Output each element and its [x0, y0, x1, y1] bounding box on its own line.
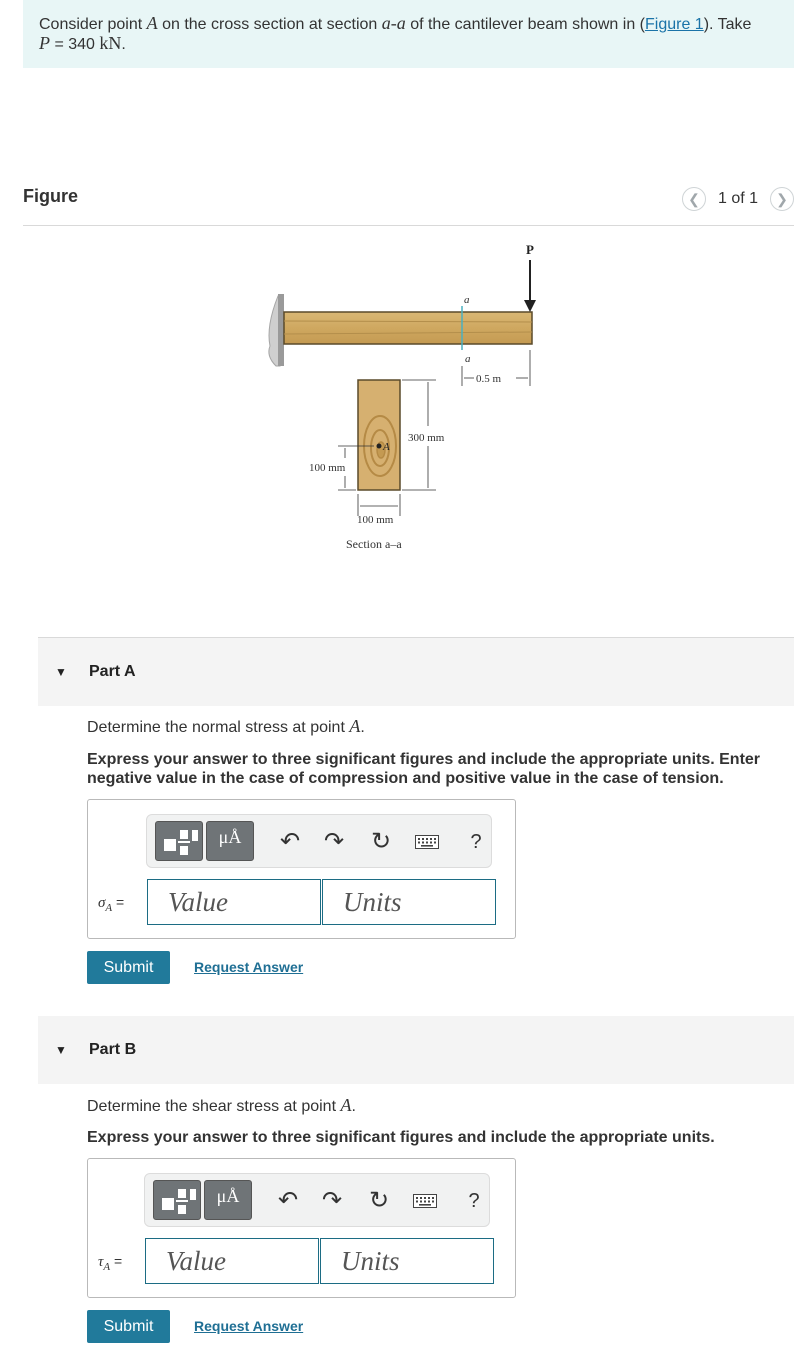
redo-icon[interactable]: ↷	[323, 828, 345, 855]
part-b-subscript: A	[103, 1261, 111, 1273]
part-b-question-text: Determine the shear stress at point	[87, 1098, 341, 1115]
part-a-request-answer-link[interactable]: Request Answer	[194, 959, 304, 975]
chevron-right-icon[interactable]: ❯	[770, 187, 794, 211]
reset-icon[interactable]: ↻	[368, 1187, 390, 1214]
wall-plate	[278, 294, 284, 366]
part-b-units-input[interactable]: Units	[320, 1238, 494, 1284]
keyboard-icon[interactable]	[415, 835, 439, 854]
undo-icon[interactable]: ↶	[279, 828, 301, 855]
part-b-symbol	[98, 1253, 122, 1273]
figure-title: Figure	[23, 186, 79, 206]
units-button[interactable]	[206, 821, 254, 861]
problem-text-3: of the cantilever beam shown in (	[405, 16, 645, 33]
part-b-submit-button[interactable]: Submit	[87, 1310, 170, 1343]
caret-down-icon: ▼	[55, 665, 67, 679]
part-a-value-input[interactable]: Value	[147, 879, 321, 925]
part-b-label: Part B	[89, 1041, 137, 1058]
load-arrowhead	[524, 300, 536, 312]
part-a-symbol-char: σ	[98, 895, 106, 911]
part-a-question-point: A	[349, 716, 361, 736]
part-b-question-point: A	[340, 1095, 352, 1115]
section-symbol: a-a	[381, 13, 406, 33]
part-a-answer-box	[87, 799, 516, 939]
beam	[284, 312, 532, 344]
part-b-value-input[interactable]: Value	[145, 1238, 319, 1284]
load-equals: = 340	[50, 36, 100, 53]
part-a-subscript: A	[105, 902, 113, 914]
help-icon[interactable]: ?	[468, 1190, 480, 1212]
point-A-dot	[377, 444, 382, 449]
label-dist: 0.5 m	[476, 373, 502, 385]
label-width: 100 mm	[357, 514, 394, 526]
part-a-symbol	[98, 894, 124, 914]
label-a-top: a	[464, 294, 470, 306]
part-b-answer-box	[87, 1158, 516, 1298]
problem-text-1: Consider point	[39, 16, 147, 33]
beam-diagram	[0, 226, 794, 626]
part-a-question-end: .	[360, 719, 365, 736]
units-glyph: μÅ	[218, 827, 242, 847]
part-a-question-text: Determine the normal stress at point	[87, 719, 350, 736]
load-end: .	[121, 36, 126, 53]
part-b-request-answer-link[interactable]: Request Answer	[194, 1318, 304, 1334]
undo-icon[interactable]: ↶	[277, 1187, 299, 1214]
part-b-toolbar	[144, 1173, 490, 1227]
reset-icon[interactable]: ↻	[370, 828, 392, 855]
part-b-equals: =	[110, 1253, 123, 1269]
part-a-equals: =	[112, 894, 125, 910]
caret-down-icon: ▼	[55, 1043, 67, 1057]
label-section: Section a–a	[346, 537, 402, 551]
label-offset: 100 mm	[309, 462, 346, 474]
problem-statement	[23, 0, 794, 68]
units-button[interactable]	[204, 1180, 252, 1220]
help-icon[interactable]: ?	[470, 831, 482, 853]
figure-pager	[682, 187, 794, 211]
units-glyph: μÅ	[216, 1186, 240, 1206]
part-a-label: Part A	[89, 663, 136, 680]
part-a-question	[87, 716, 365, 737]
part-a-units-input[interactable]: Units	[322, 879, 496, 925]
figure-link[interactable]: Figure 1	[644, 16, 704, 33]
part-a-header[interactable]	[38, 638, 794, 706]
problem-text-4: ). Take	[703, 16, 752, 33]
part-b-instruction: Express your answer to three significant figures and include the appropriate units.	[87, 1129, 715, 1146]
part-b-header[interactable]	[38, 1016, 794, 1084]
part-b-symbol-char: τ	[98, 1254, 104, 1270]
label-height: 300 mm	[408, 432, 445, 444]
part-a-instruction: Express your answer to three significant figures and include the appropriate units. Enter negative value in the case of compression and positive value in the case of tension.	[87, 751, 761, 787]
part-a-toolbar	[146, 814, 492, 868]
templates-icon[interactable]	[155, 821, 203, 861]
figure-counter: 1 of 1	[717, 190, 758, 207]
chevron-left-icon[interactable]: ❮	[682, 187, 706, 211]
templates-icon[interactable]	[153, 1180, 201, 1220]
part-b-question-end: .	[351, 1098, 356, 1115]
label-A: A	[383, 441, 390, 453]
redo-icon[interactable]: ↷	[321, 1187, 343, 1214]
keyboard-icon[interactable]	[413, 1194, 437, 1213]
part-a-submit-button[interactable]: Submit	[87, 951, 170, 984]
load-unit: kN	[99, 33, 122, 53]
point-symbol: A	[146, 13, 158, 33]
part-b-question	[87, 1095, 356, 1116]
label-P: P	[526, 242, 534, 257]
problem-text-2: on the cross section at section	[157, 16, 382, 33]
load-symbol: P	[39, 33, 50, 53]
label-a-bottom: a	[465, 353, 471, 365]
